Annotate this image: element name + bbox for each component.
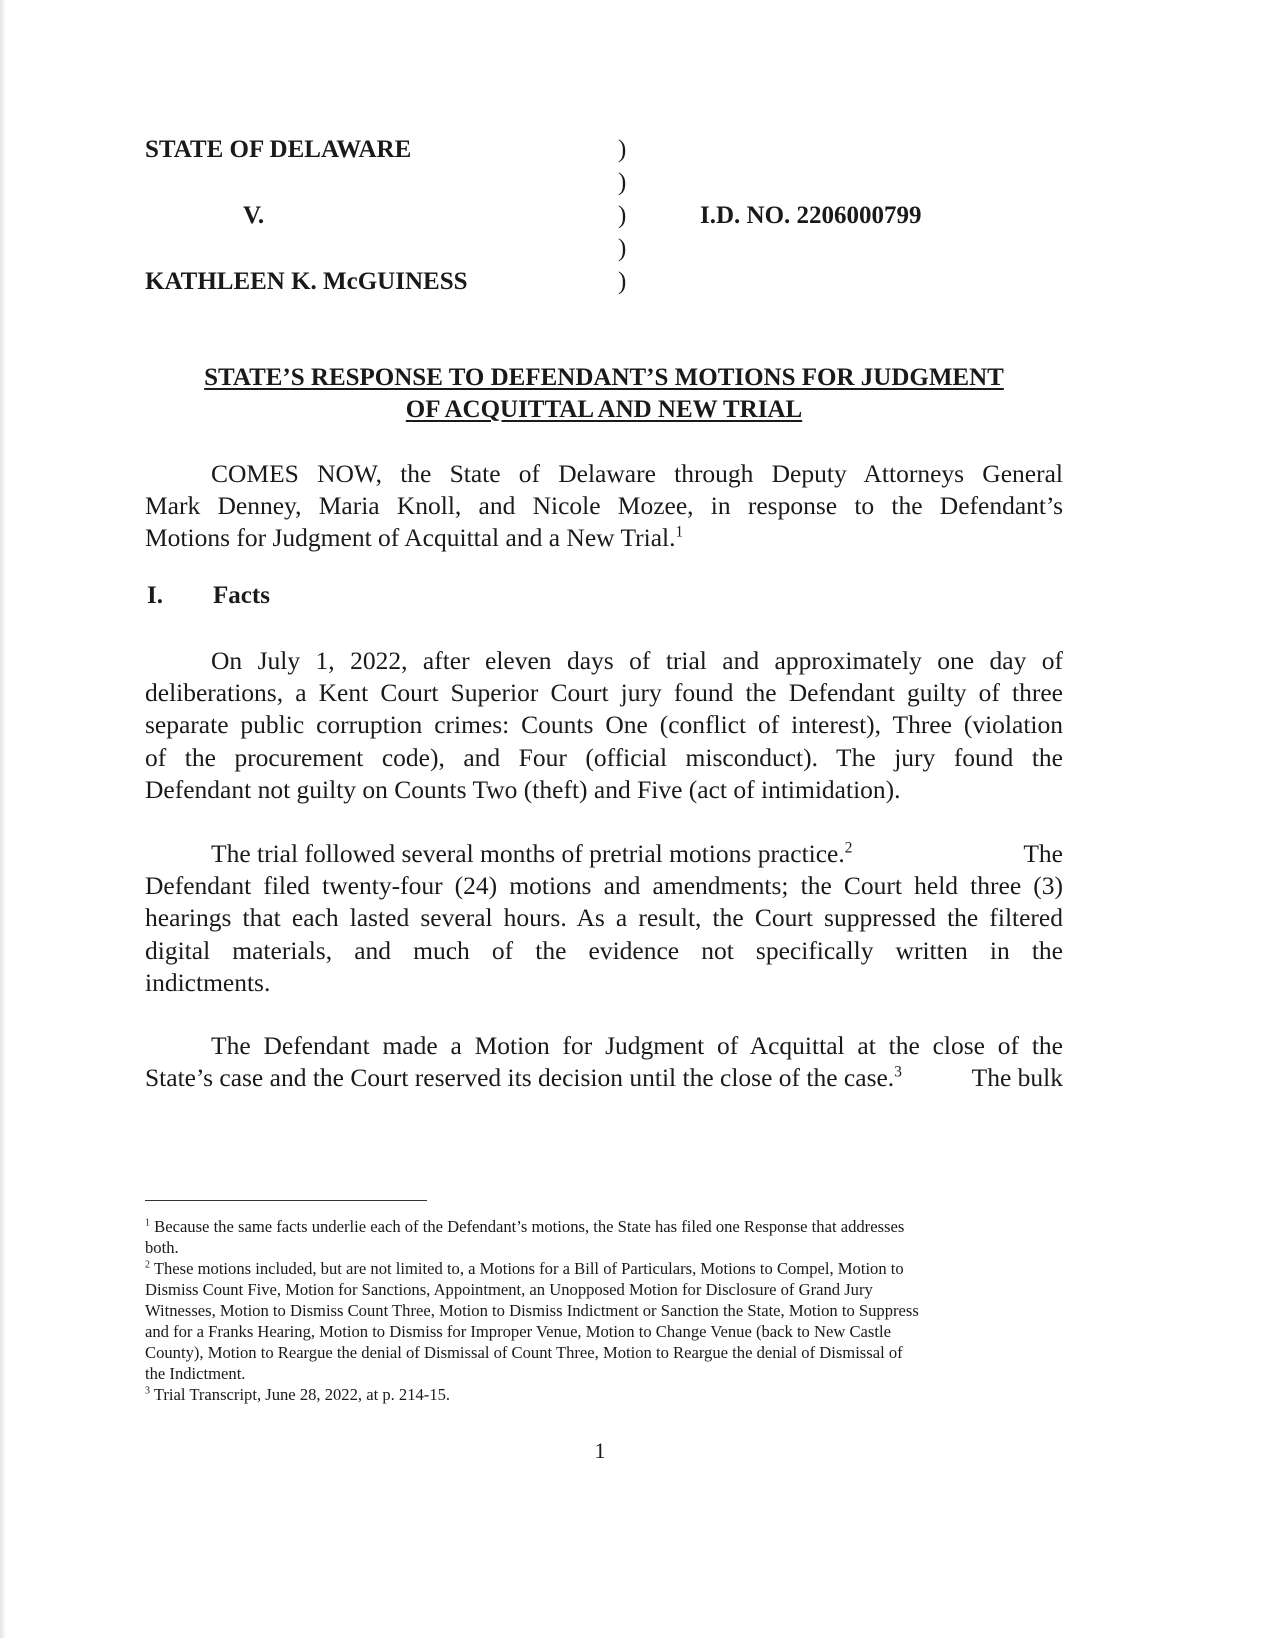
text-line: deliberations, a Kent Court Superior Court jury found the Defendant guilty of three [145, 678, 1063, 708]
facts-paragraph-2 [145, 838, 1063, 999]
text-segment: The [1023, 839, 1063, 868]
caption-plaintiff: STATE OF DELAWARE [145, 136, 412, 163]
text-segment: Motions for Judgment of Acquittal and a New Trial. [145, 523, 676, 553]
section-heading: Facts [213, 582, 270, 609]
caption-paren: ) [618, 136, 627, 163]
text-segment: The trial followed several months of pretrial motions practice. [211, 839, 845, 868]
footnote-2 [145, 1258, 1063, 1279]
footnote-1 [145, 1216, 1063, 1237]
text-line: COMES NOW, the State of Delaware through Deputy Attorneys General [211, 459, 1063, 488]
caption-paren: ) [618, 169, 627, 196]
footnotes [145, 1216, 1063, 1405]
scan-edge [0, 0, 6, 1638]
footnote-ref: 3 [894, 1063, 902, 1081]
text-line: hearings that each lasted several hours. As a result, the Court suppressed the filtered [145, 903, 1063, 933]
text-line: On July 1, 2022, after eleven days of trial and approximately one day of [211, 646, 1063, 675]
caption-versus: V. [243, 202, 265, 229]
caption-paren: ) [618, 268, 627, 295]
text-line: digital materials, and much of the evidence not specifically written in the [145, 935, 1063, 965]
text-line: Mark Denney, Maria Knoll, and Nicole Mozee, in response to the Defendant’s [145, 491, 1063, 521]
text-line: Witnesses, Motion to Dismiss Count Three, Motion to Dismiss Indictment or Sanction the State, Motion to Suppress [145, 1301, 919, 1320]
text-line: of the procurement code), and Four (official misconduct). The jury found the [145, 742, 1063, 772]
text-line: indictments. [145, 967, 271, 997]
text-segment: Trial Transcript, June 28, 2022, at p. 214-15. [153, 1385, 451, 1404]
text-line: County), Motion to Reargue the denial of Dismissal of Count Three, Motion to Reargue the denial of Dismissal of [145, 1343, 903, 1362]
document-title [145, 362, 1063, 426]
caption-defendant: KATHLEEN K. McGUINESS [145, 268, 468, 295]
text-line [145, 838, 1063, 870]
caption-paren: ) [618, 202, 627, 229]
text-line [145, 522, 1063, 554]
text-segment: These motions included, but are not limited to, a Motions for a Bill of Particulars, Motions to Compel, Motion to [153, 1259, 904, 1278]
text-line: The Defendant made a Motion for Judgment of Acquittal at the close of the [211, 1031, 1063, 1060]
facts-paragraph-3 [145, 1030, 1063, 1094]
text-line: Defendant filed twenty-four (24) motions and amendments; the Court held three (3) [145, 871, 1063, 901]
text-line: Dismiss Count Five, Motion for Sanctions, Appointment, an Unopposed Motion for Disclosure of Grand Jury [145, 1280, 873, 1299]
footnote-3 [145, 1384, 1063, 1405]
footnote-ref: 2 [844, 839, 853, 857]
caption-paren: ) [618, 235, 627, 262]
text-segment: State’s case and the Court reserved its decision until the close of the case. [145, 1063, 895, 1093]
case-id-number: I.D. NO. 2206000799 [700, 202, 922, 229]
footnote-number: 2 [145, 1259, 150, 1271]
text-line: separate public corruption crimes: Counts One (conflict of interest), Three (violation [145, 710, 1063, 740]
footnote-ref: 1 [675, 523, 684, 541]
title-line-2: OF ACQUITTAL AND NEW TRIAL [405, 396, 803, 423]
text-line: Defendant not guilty on Counts Two (theft) and Five (act of intimidation). [145, 774, 901, 804]
footnote-separator [145, 1200, 427, 1201]
text-segment: The bulk [971, 1063, 1063, 1093]
facts-paragraph-1 [145, 645, 1063, 806]
page-number: 1 [594, 1438, 606, 1463]
title-line-1: STATE’S RESPONSE TO DEFENDANT’S MOTIONS FOR JUDGMENT [204, 364, 1004, 391]
intro-paragraph [145, 458, 1063, 555]
text-line: and for a Franks Hearing, Motion to Dismiss for Improper Venue, Motion to Change Venue (back to New Castle [145, 1322, 891, 1341]
footnote-number: 1 [145, 1217, 150, 1229]
text-line: both. [145, 1238, 179, 1257]
footnote-number: 3 [145, 1385, 150, 1397]
text-segment: Because the same facts underlie each of the Defendant’s motions, the State has filed one Response that addresses [154, 1217, 905, 1236]
text-line [145, 1062, 1063, 1094]
text-line: the Indictment. [145, 1364, 246, 1383]
section-number: I. [147, 582, 163, 609]
